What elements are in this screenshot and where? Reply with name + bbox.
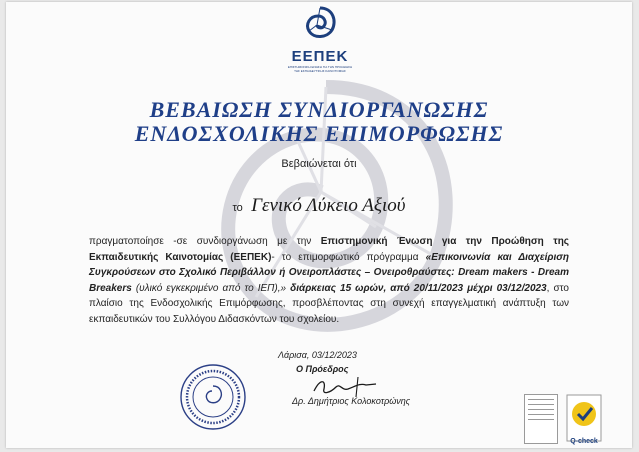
logo-name: ΕΕΠΕΚ (291, 48, 349, 65)
recipient-name: Γενικό Λύκειο Αξιού (251, 195, 406, 216)
confirmation-text: Βεβαιώνεται ότι (281, 158, 357, 170)
program-title: «Επικοινωνία και Διαχείριση Συγκρούσεων στο Σχολικό Περιβάλλον ή Ονειροπλάστες – Ονειροθραύστες: Dream makers - Dream Breakers (89, 251, 570, 294)
logo-subtitle: ΕΠΙΣΤΗΜΟΝΙΚΗ ΕΝΩΣΗ ΓΙΑ ΤΗΝ ΠΡΟΩΘΗΣΗ ΤΗΣ ΕΚΠΑΙΔΕΥΤΙΚΗΣ ΚΑΙΝΟΤΟΜΙΑΣ (287, 65, 353, 73)
organization-seal-stamp (178, 362, 248, 432)
signer-name: Δρ. Δημήτριος Κολοκοτρώνης (292, 396, 411, 406)
recipient (6, 195, 632, 217)
certificate-body (89, 234, 569, 328)
badge-line (528, 414, 554, 415)
body-part-3: (υλικό εγκεκριμένο από το ΙΕΠ),» (131, 282, 291, 294)
badge-line (528, 399, 554, 400)
program-duration: διάρκειας 15 ωρών, από 20/11/2023 μέχρι 03/12/2023 (290, 282, 547, 294)
body-part-1: πραγματοποίησε -σε συνδιοργάνωση με την (89, 236, 321, 247)
body-part-2: - το επιμορφωτικό πρόγραμμα (271, 251, 426, 263)
badge-line (528, 404, 554, 405)
signer-role: Ο Πρόεδρος (296, 364, 349, 374)
certificate-title-line-2: ΕΝΔΟΣΧΟΛΙΚΗΣ ΕΠΙΜΟΡΦΩΣΗΣ (134, 121, 504, 146)
shell-logo-icon (300, 4, 340, 44)
badge-line (528, 409, 554, 410)
organization-name: Επιστημονική Ένωση για την Προώθηση της Εκπαιδευτικής Καινοτομίας (ΕΕΠΕΚ) (89, 236, 569, 263)
body-part-4: , στο πλαίσιο της Ενδοσχολικής Επιμόρφωσης, προσβλέποντας στη συνεχή επαγγελματική ανάπτυξη των εκπαιδευτικών του Συλλόγου Διδασκόντων του σχολείου. (89, 282, 569, 325)
eepek-logo (286, 4, 354, 73)
iso-certification-badge (524, 394, 558, 444)
qcheck-label: Q-check (570, 438, 598, 445)
badge-line (528, 419, 554, 420)
certificate-page (6, 2, 632, 448)
place-date: Λάρισα, 03/12/2023 (278, 350, 357, 360)
qcheck-logo-icon (566, 394, 602, 442)
recipient-prefix: το (232, 202, 243, 214)
certificate-title-line-1: ΒΕΒΑΙΩΣΗ ΣΥΝΔΙΟΡΓΑΝΩΣΗΣ (149, 97, 489, 122)
